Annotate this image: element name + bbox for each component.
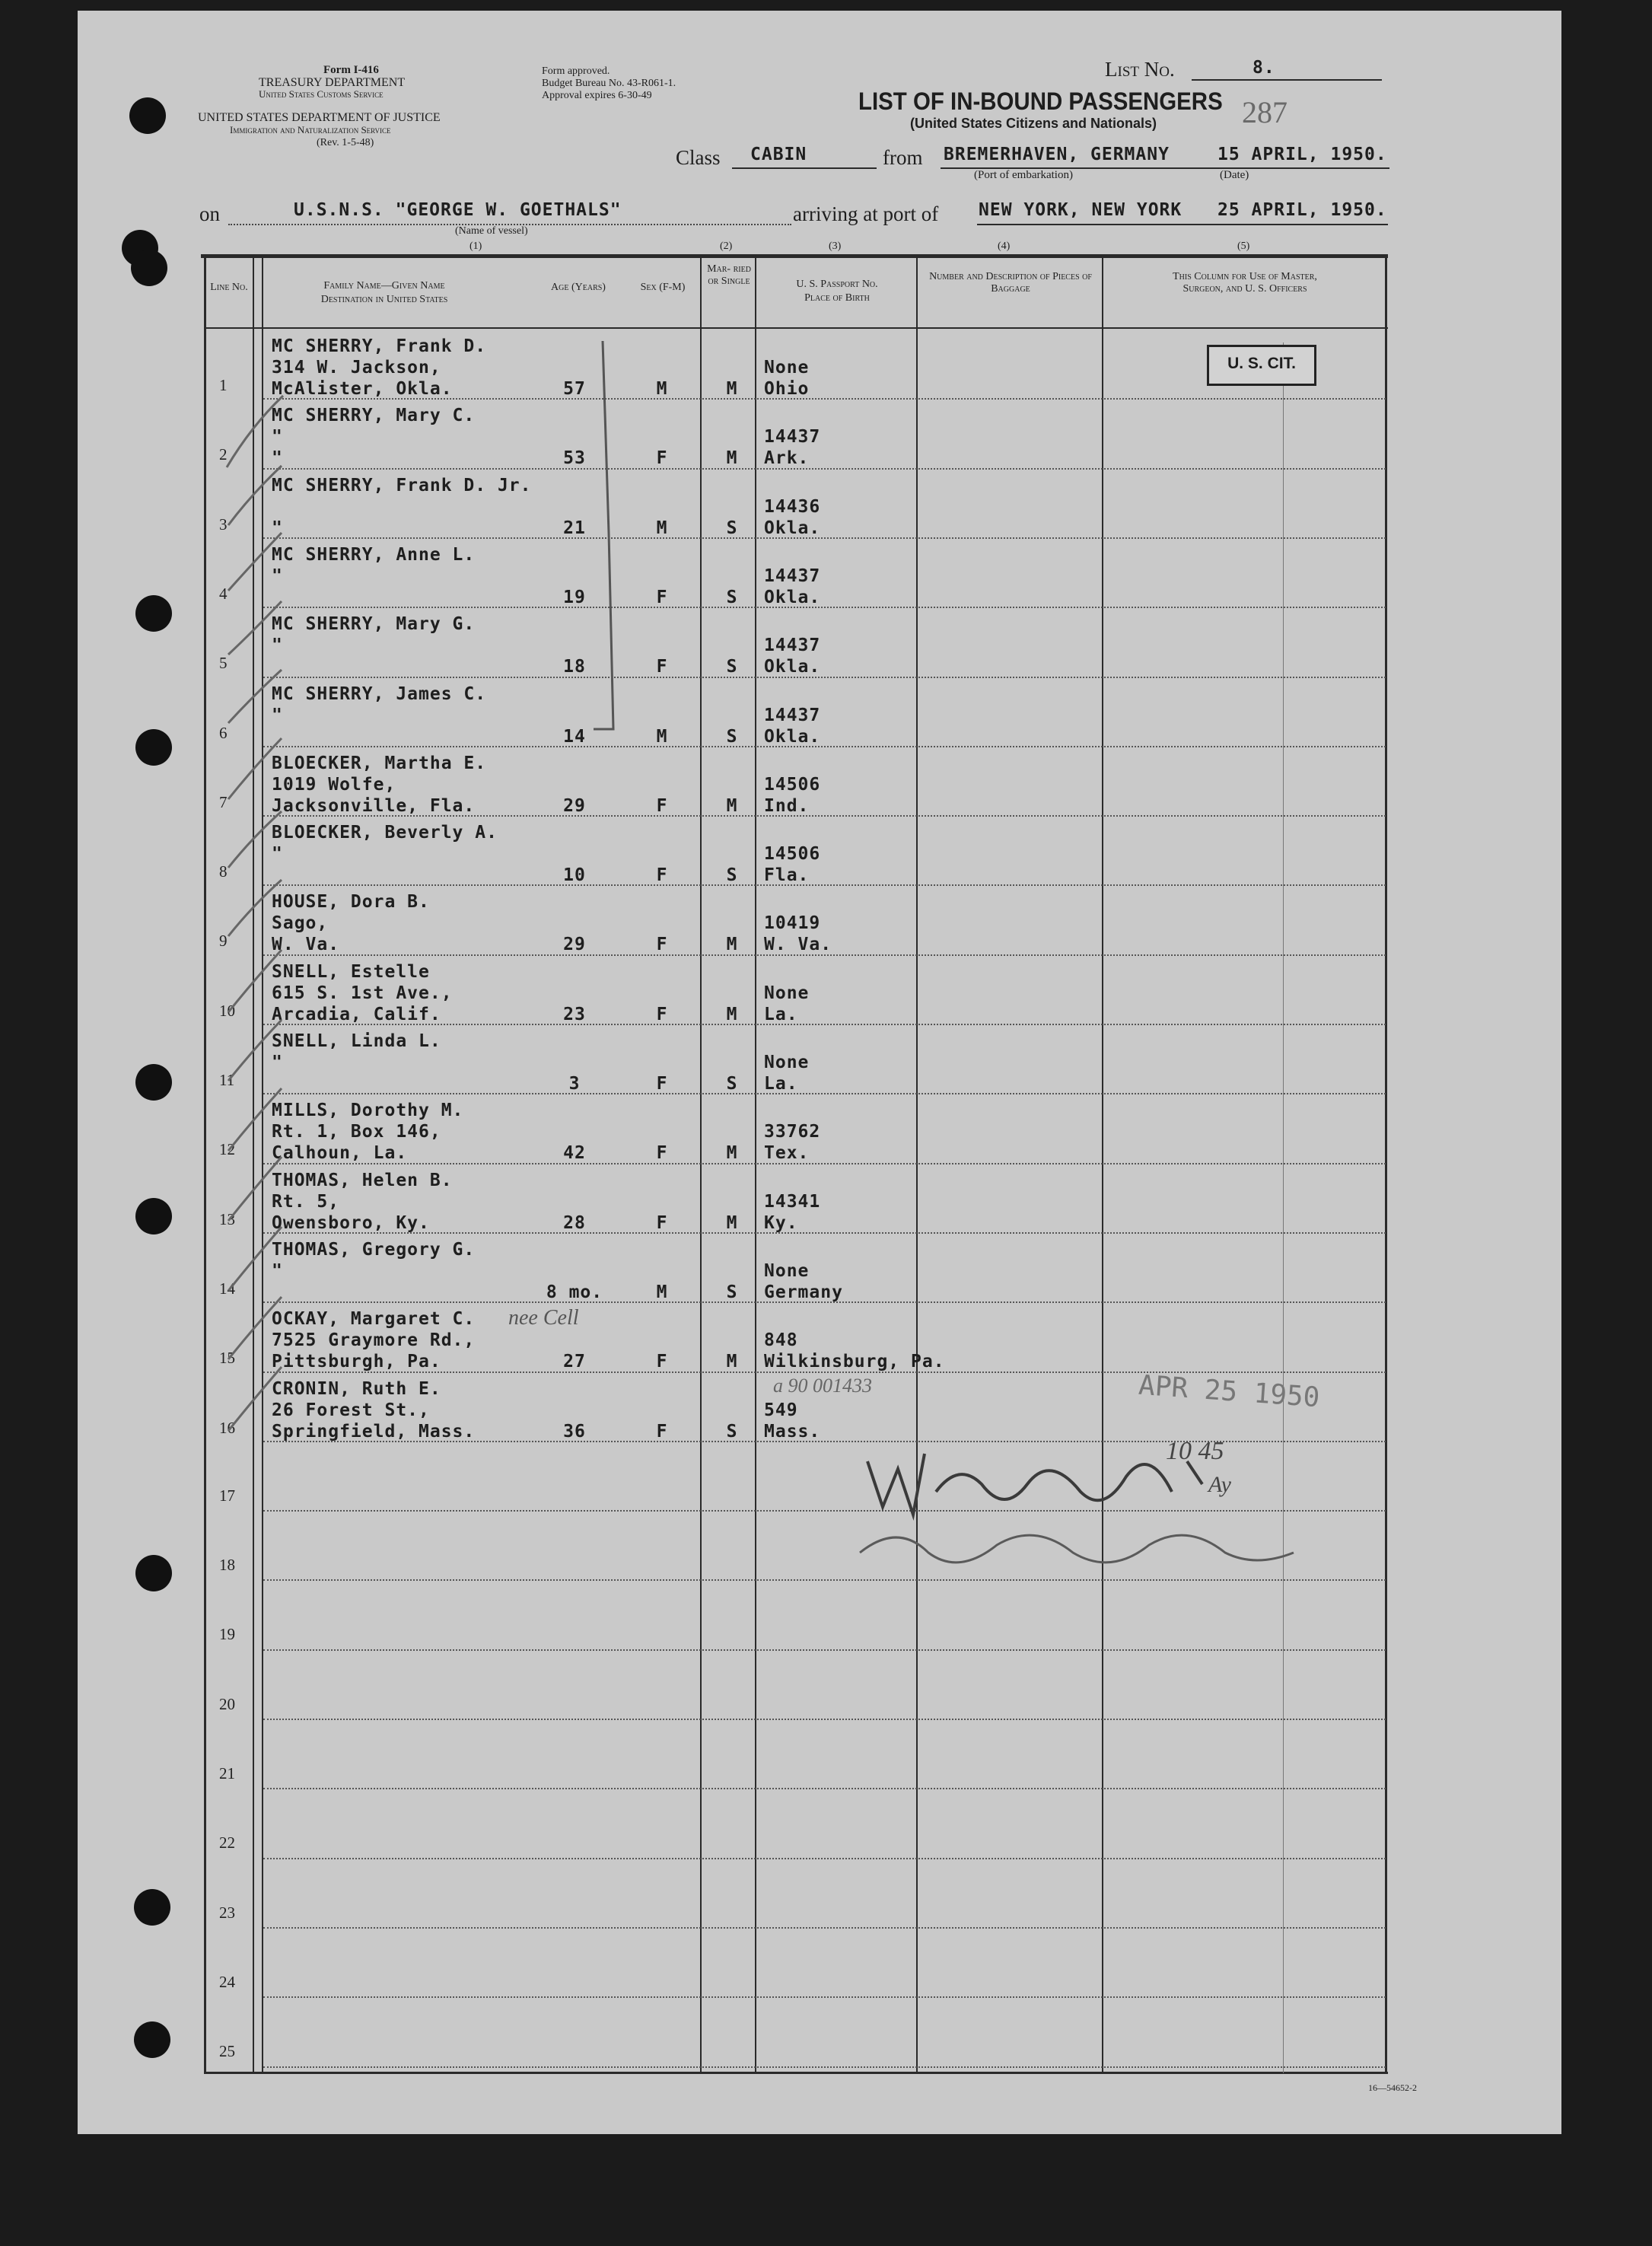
passport-number: None	[764, 1053, 810, 1072]
header-married: Mar- ried or Single	[707, 263, 751, 287]
class-value: CABIN	[750, 145, 807, 164]
customs-service: United States Customs Service	[259, 88, 384, 100]
passenger-name: BLOECKER, Martha E.	[272, 753, 487, 773]
line-number: 4	[219, 584, 228, 603]
destination-line-1: "	[272, 565, 283, 586]
age: 29	[563, 795, 586, 816]
marital-status: S	[726, 587, 738, 607]
place-of-birth: Okla.	[764, 726, 821, 747]
budget-bureau: Budget Bureau No. 43-R061-1.	[542, 78, 676, 89]
passenger-name: MC SHERRY, Mary G.	[272, 614, 476, 635]
port-caption: (Port of embarkation)	[974, 169, 1073, 181]
destination-line-1: Rt. 1, Box 146,	[272, 1122, 441, 1142]
header-family-name: Family Name—Given Name	[323, 280, 445, 292]
destination-line-1: 7525 Graymore Rd.,	[272, 1330, 476, 1351]
handwritten-initials: Ay	[1208, 1472, 1231, 1497]
destination-line-1: 615 S. 1st Ave.,	[272, 983, 453, 1003]
line-number: 6	[219, 723, 228, 742]
header-birthplace: Place of Birth	[804, 292, 870, 304]
passport-number: 14436	[764, 496, 821, 517]
sex: F	[656, 1074, 668, 1094]
header-line-no: Line No.	[210, 282, 248, 293]
sex: F	[656, 657, 668, 677]
sex: M	[656, 379, 668, 399]
form-number: Form I-416	[323, 64, 379, 76]
passport-number: 14437	[764, 636, 821, 656]
passport-number: 848	[764, 1330, 798, 1351]
passenger-name: BLOECKER, Beverly A.	[272, 823, 498, 843]
passport-number: 14506	[764, 774, 821, 795]
header-age: Age (Years)	[551, 282, 606, 293]
place-of-birth: Ohio	[764, 379, 810, 399]
arriving-label: arriving at port of	[793, 202, 939, 225]
passenger-name: SNELL, Linda L.	[272, 1031, 441, 1051]
passport-number: 14437	[764, 565, 821, 586]
us-citizen-stamp: U. S. CIT.	[1207, 345, 1316, 386]
column-number-3: (3)	[829, 241, 842, 252]
passport-number: 14437	[764, 705, 821, 725]
passenger-name: SNELL, Estelle	[272, 961, 430, 982]
age: 18	[563, 657, 586, 677]
passport-number: None	[764, 983, 810, 1003]
line-number: 2	[219, 445, 228, 464]
age: 27	[563, 1352, 586, 1372]
handwritten-time: 10 45	[1166, 1437, 1224, 1465]
sex: F	[656, 935, 668, 955]
header-sex: Sex (F-M)	[640, 282, 686, 293]
place-of-birth: Ind.	[764, 795, 810, 816]
page-number-stamp: 287	[1242, 95, 1288, 129]
sex: M	[656, 518, 668, 538]
form-title: LIST OF IN-BOUND PASSENGERS	[858, 88, 1223, 115]
passport-number: 14437	[764, 427, 821, 448]
sex: F	[656, 865, 668, 886]
destination-line-1: 26 Forest St.,	[272, 1400, 430, 1420]
sex: F	[656, 1143, 668, 1164]
marital-status: S	[726, 1421, 738, 1442]
line-number: 21	[219, 1764, 235, 1782]
column-number-2: (2)	[720, 241, 733, 252]
marital-status: S	[726, 518, 738, 538]
footer-code: 16—54652-2	[1368, 2082, 1417, 2093]
vessel-name: U.S.N.S. "GEORGE W. GOETHALS"	[294, 200, 622, 220]
line-number: 3	[219, 515, 228, 534]
passenger-name: HOUSE, Dora B.	[272, 892, 430, 913]
line-number: 17	[219, 1486, 235, 1505]
marital-status: M	[726, 935, 738, 955]
place-of-birth: Fla.	[764, 865, 810, 886]
sex: F	[656, 795, 668, 816]
destination-line-1: "	[272, 844, 283, 865]
passenger-name: MC SHERRY, James C.	[272, 683, 487, 704]
sex: F	[656, 1212, 668, 1233]
line-number: 19	[219, 1625, 235, 1644]
age: 21	[563, 518, 586, 538]
destination-line-1: "	[272, 1053, 283, 1072]
header-officers: This Column for Use of Master, Surgeon, and U. S. Officers	[1173, 271, 1317, 295]
line-number: 22	[219, 1833, 235, 1853]
column-number-5: (5)	[1237, 241, 1250, 252]
marital-status: S	[726, 657, 738, 677]
vessel-caption: (Name of vessel)	[455, 225, 528, 237]
sex: F	[656, 1004, 668, 1024]
destination-line-1: "	[272, 636, 283, 656]
form-subtitle: (United States Citizens and Nationals)	[910, 116, 1157, 131]
line-number: 18	[219, 1556, 235, 1575]
embarkation-date: 15 APRIL, 1950.	[1218, 145, 1387, 164]
line-number: 15	[219, 1349, 235, 1368]
passenger-name: MC SHERRY, Frank D. Jr.	[272, 475, 532, 495]
embarkation-port: BREMERHAVEN, GERMANY	[944, 145, 1170, 164]
place-of-birth: Wilkinsburg, Pa.	[764, 1352, 945, 1372]
line-number: 12	[219, 1140, 235, 1159]
destination-line-1: 1019 Wolfe,	[272, 774, 396, 795]
arrival-port: NEW YORK, NEW YORK	[979, 200, 1183, 220]
place-of-birth: La.	[764, 1004, 798, 1024]
destination-line-2: Arcadia, Calif.	[272, 1004, 441, 1024]
line-number: 13	[219, 1209, 235, 1228]
sex: F	[656, 587, 668, 607]
line-number: 10	[219, 1001, 235, 1020]
age: 42	[563, 1143, 586, 1164]
destination-line-2: Springfield, Mass.	[272, 1421, 476, 1442]
age: 23	[563, 1004, 586, 1024]
destination-line-2: W. Va.	[272, 935, 340, 955]
line-number: 1	[219, 376, 228, 394]
age: 28	[563, 1212, 586, 1233]
passenger-name: MC SHERRY, Mary C.	[272, 406, 476, 426]
marital-status: M	[726, 795, 738, 816]
destination-line-2: Pittsburgh, Pa.	[272, 1352, 441, 1372]
age: 8 mo.	[546, 1282, 603, 1302]
passenger-name: THOMAS, Helen B.	[272, 1170, 453, 1190]
sex: F	[656, 1352, 668, 1372]
arrival-date: 25 APRIL, 1950.	[1218, 200, 1387, 220]
passport-number: 33762	[764, 1122, 821, 1142]
sex: M	[656, 1282, 668, 1302]
on-label: on	[199, 202, 220, 225]
marital-status: S	[726, 865, 738, 886]
marital-status: M	[726, 1212, 738, 1233]
passport-number: 10419	[764, 913, 821, 934]
line-number: 9	[219, 932, 228, 951]
column-number-4: (4)	[998, 241, 1011, 252]
age: 53	[563, 448, 586, 469]
handwritten-nee-note: nee Cell	[508, 1306, 579, 1330]
treasury-department: TREASURY DEPARTMENT	[259, 76, 406, 89]
passport-number: 549	[764, 1400, 798, 1420]
destination-line-1: "	[272, 1260, 283, 1281]
list-number-value: 8.	[1253, 58, 1275, 78]
place-of-birth: Okla.	[764, 657, 821, 677]
passport-number: 14506	[764, 844, 821, 865]
form-approved: Form approved.	[542, 65, 610, 77]
age: 10	[563, 865, 586, 886]
age: 29	[563, 935, 586, 955]
destination-line-2: "	[272, 518, 283, 538]
from-label: from	[883, 146, 923, 169]
header-passport: U. S. Passport No.	[796, 279, 878, 290]
header-destination: Destination in United States	[320, 294, 448, 305]
sex: F	[656, 1421, 668, 1442]
justice-department: UNITED STATES DEPARTMENT OF JUSTICE	[198, 111, 441, 124]
destination-line-2: McAlister, Okla.	[272, 379, 453, 399]
place-of-birth: Ark.	[764, 448, 810, 469]
passenger-name: MILLS, Dorothy M.	[272, 1101, 464, 1121]
place-of-birth: La.	[764, 1074, 798, 1094]
list-number-label: List No.	[1105, 58, 1175, 81]
age: 36	[563, 1421, 586, 1442]
passport-number: 14341	[764, 1191, 821, 1212]
passport-number: None	[764, 358, 810, 378]
approval-expires: Approval expires 6-30-49	[542, 90, 652, 101]
marital-status: M	[726, 1143, 738, 1164]
revision: (Rev. 1-5-48)	[317, 137, 374, 148]
destination-line-2: Jacksonville, Fla.	[272, 795, 476, 816]
destination-line-1: Rt. 5,	[272, 1191, 340, 1212]
date-received-stamp: APR 25 1950	[1137, 1369, 1321, 1414]
passenger-name: MC SHERRY, Anne L.	[272, 544, 476, 565]
handwritten-code: a 90 001433	[773, 1375, 872, 1397]
marital-status: S	[726, 1282, 738, 1302]
place-of-birth: Okla.	[764, 518, 821, 538]
ins-service: Immigration and Naturalization Service	[230, 124, 391, 135]
destination-line-1: "	[272, 427, 283, 448]
line-number: 25	[219, 2042, 235, 2061]
line-number: 23	[219, 1903, 235, 1922]
destination-line-2: "	[272, 448, 283, 469]
age: 14	[563, 726, 586, 747]
line-number: 8	[219, 862, 228, 881]
passenger-name: MC SHERRY, Frank D.	[272, 336, 487, 356]
place-of-birth: Ky.	[764, 1212, 798, 1233]
destination-line-1: "	[272, 705, 283, 725]
destination-line-2: Calhoun, La.	[272, 1143, 408, 1164]
class-label: Class	[676, 146, 721, 169]
line-number: 24	[219, 1972, 235, 1991]
destination-line-1: 314 W. Jackson,	[272, 358, 441, 378]
header-baggage: Number and Description of Pieces of Baggage	[929, 271, 1092, 295]
passenger-name: OCKAY, Margaret C.	[272, 1309, 476, 1330]
place-of-birth: Mass.	[764, 1421, 821, 1442]
age: 57	[563, 379, 586, 399]
passenger-name: CRONIN, Ruth E.	[272, 1378, 441, 1399]
column-number-1: (1)	[469, 241, 482, 252]
date-caption: (Date)	[1220, 169, 1249, 181]
line-number: 11	[219, 1071, 235, 1089]
place-of-birth: Germany	[764, 1282, 843, 1302]
destination-line-2: Owensboro, Ky.	[272, 1212, 430, 1233]
destination-line-1: Sago,	[272, 913, 329, 934]
marital-status: M	[726, 1004, 738, 1024]
line-number: 7	[219, 792, 228, 811]
line-number: 20	[219, 1694, 235, 1713]
marital-status: M	[726, 379, 738, 399]
marital-status: M	[726, 1352, 738, 1372]
line-number: 14	[219, 1279, 235, 1298]
line-number: 16	[219, 1418, 235, 1437]
age: 3	[568, 1074, 581, 1094]
sex: F	[656, 448, 668, 469]
marital-status: S	[726, 726, 738, 747]
sex: M	[656, 726, 668, 747]
passport-number: None	[764, 1260, 810, 1281]
place-of-birth: Okla.	[764, 587, 821, 607]
marital-status: S	[726, 1074, 738, 1094]
marital-status: M	[726, 448, 738, 469]
place-of-birth: W. Va.	[764, 935, 832, 955]
passenger-name: THOMAS, Gregory G.	[272, 1239, 476, 1260]
place-of-birth: Tex.	[764, 1143, 810, 1164]
line-number: 5	[219, 654, 228, 673]
age: 19	[563, 587, 586, 607]
